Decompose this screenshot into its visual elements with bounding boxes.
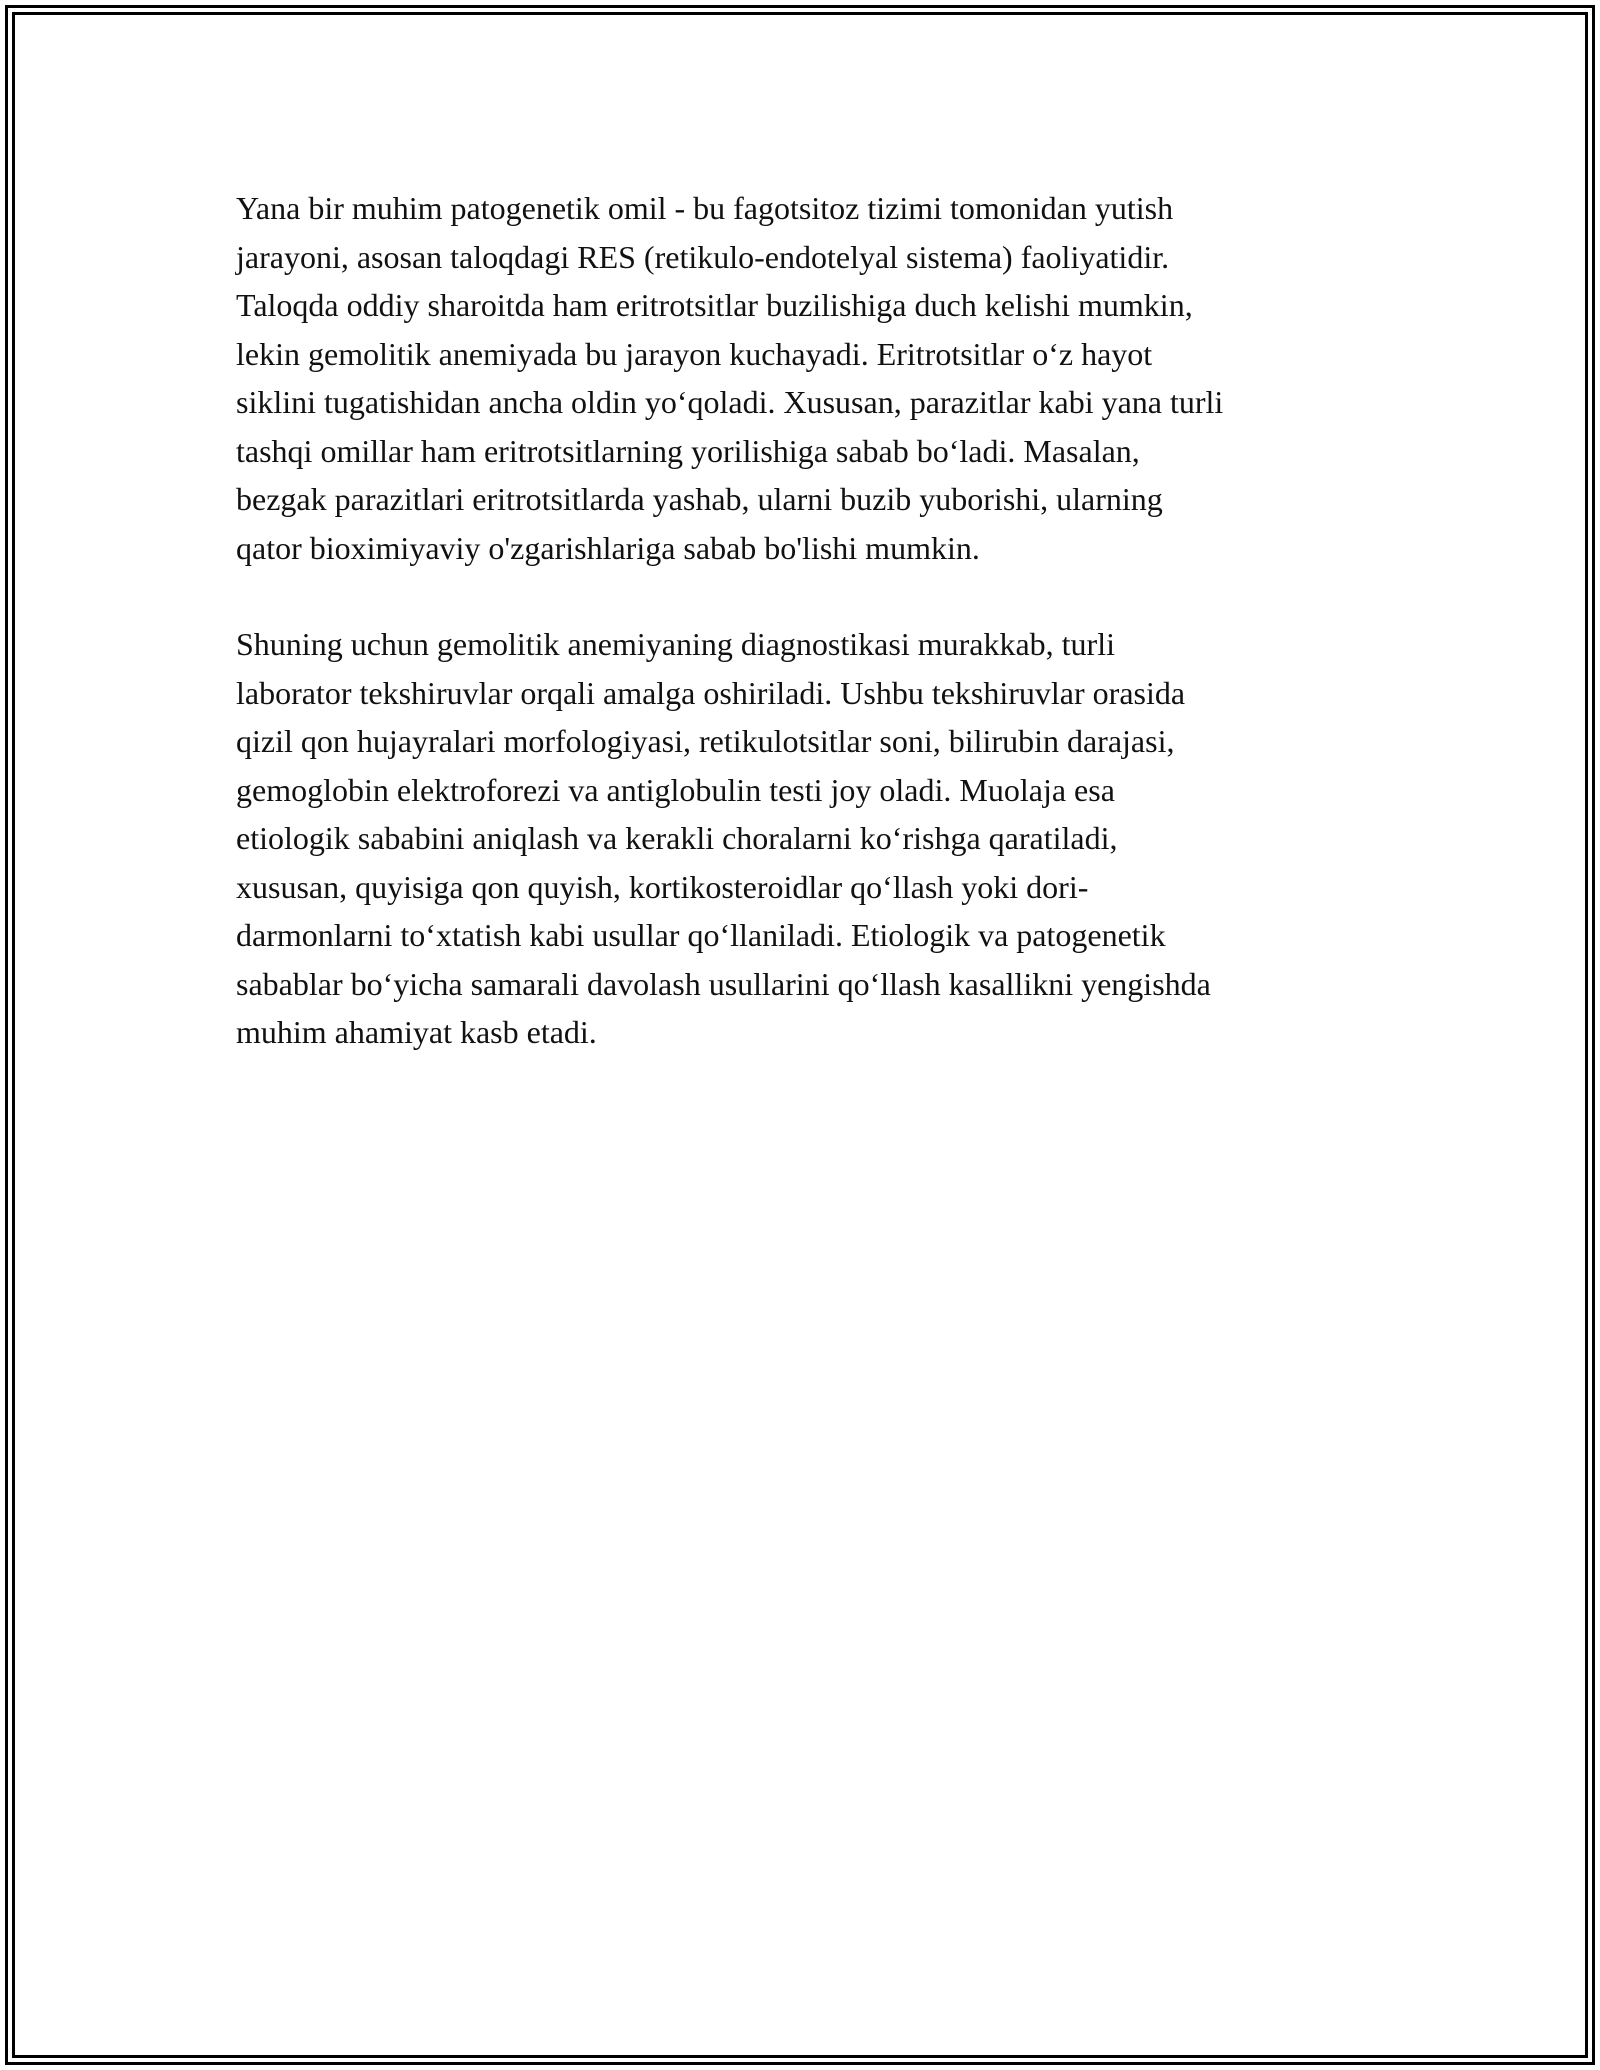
paragraph-diagnostics: Shuning uchun gemolitik anemiyaning diagnostikasi murakkab, turli laborator tekshiruvlar orqali amalga oshiriladi. Ushbu tekshiruvlar orasida qizil qon hujayralari morfologiyasi, retikulotsitlar soni, bilirubin darajasi, gemoglobin elektroforezi va antiglobulin testi joy oladi. Muolaja esa etiologik sababini aniqlash va kerakli choralarni ko‘rishga qaratiladi, xususan, quyisiga qon quyish, kortikosteroidlar qo‘llash yoki dori- darmonlarni to‘xtatish kabi usullar qo‘llaniladi. Etiologik va patogenetik sabablar bo‘yicha samarali davolash usullarini qo‘llash kasallikni yengishda muhim ahamiyat kasb etadi. xyxy=(236,626,1211,1050)
paragraph-pathogenesis: Yana bir muhim patogenetik omil - bu fagotsitoz tizimi tomonidan yutish jarayoni, asosan taloqdagi RES (retikulo-endotelyal sistema) faoliyatidir. Taloqda oddiy sharoitda ham eritrotsitlar buzilishiga duch kelishi mumkin, lekin gemolitik anemiyada bu jarayon kuchayadi. Eritrotsitlar o‘z hayot siklini tugatishidan ancha oldin yo‘qoladi. Xususan, parazitlar kabi yana turli tashqi omillar ham eritrotsitlarning yorilishiga sabab bo‘ladi. Masalan, bezgak parazitlari eritrotsitlarda yashab, ularni buzib yuborishi, ularning qator bioximiyaviy o'zgarishlariga sabab bo'lishi mumkin. xyxy=(236,190,1224,566)
document-body xyxy=(236,184,1396,1057)
